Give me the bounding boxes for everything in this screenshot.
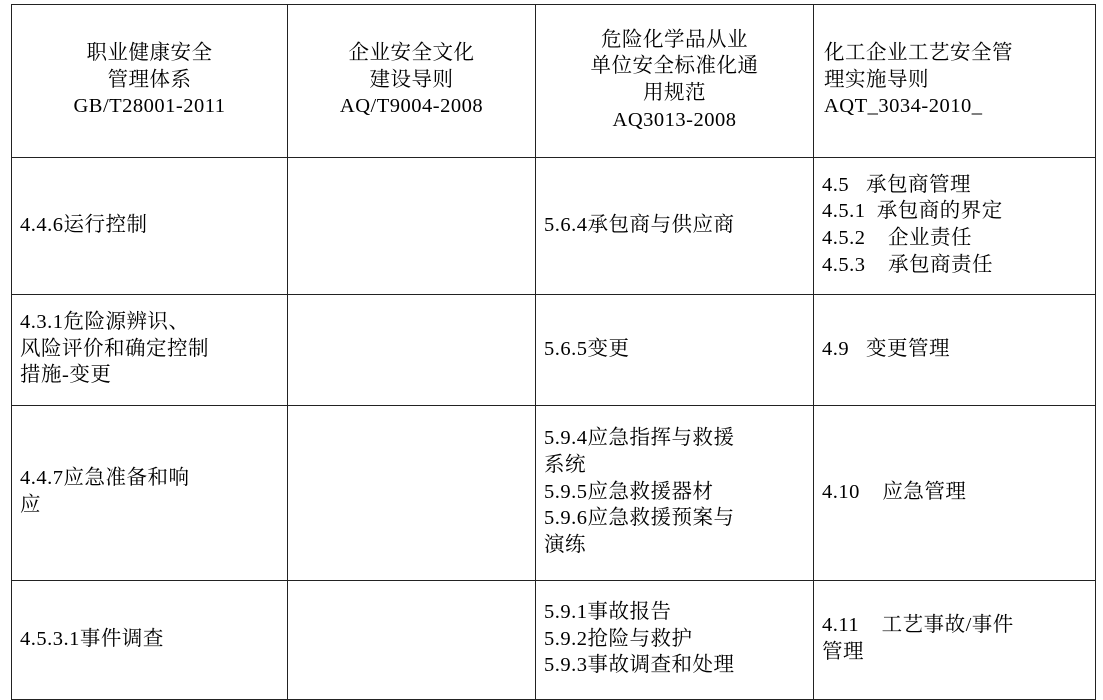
cell-line: 4.10 应急管理: [822, 480, 967, 503]
cell-line: 4.5.3.1事件调查: [20, 627, 164, 650]
cell-hazardous-chem: [536, 295, 814, 406]
cell-line: 4.11 工艺事故/事件: [822, 614, 1014, 637]
cell-line: 5.9.1事故报告: [544, 601, 672, 624]
column-header-line: 管理体系: [107, 68, 192, 91]
cell-line: 4.9 变更管理: [822, 337, 950, 360]
cell-line: 4.5.3 承包商责任: [822, 253, 993, 276]
cell-process-safety: [814, 158, 1096, 295]
cell-ohsms: [12, 295, 288, 406]
column-header-line: 化工企业工艺安全管: [824, 42, 1013, 65]
cell-hazardous-chem: [536, 581, 814, 700]
cell-ohsms: [12, 406, 288, 581]
cell-process-safety: [814, 406, 1096, 581]
cell-safety-culture: [288, 295, 536, 406]
column-header-line: AQ3013-2008: [612, 108, 737, 131]
cell-hazardous-chem: [536, 158, 814, 295]
cell-safety-culture: [288, 406, 536, 581]
cell-line: 5.9.4应急指挥与救援: [544, 427, 735, 450]
cell-ohsms: [12, 581, 288, 700]
column-header-line: 单位安全标准化通: [590, 55, 759, 78]
cell-line: 5.9.2抢险与救护: [544, 627, 693, 650]
column-header-ohsms: [12, 5, 288, 158]
table-row: [12, 406, 1096, 581]
cell-line: 5.9.5应急救援器材: [544, 480, 714, 503]
cell-hazardous-chem: [536, 406, 814, 581]
cell-line: 措施-变更: [20, 364, 112, 387]
cell-line: 4.4.7应急准备和响: [20, 467, 190, 490]
cell-process-safety: [814, 581, 1096, 700]
cell-line: 4.5.1 承包商的界定: [822, 200, 1003, 223]
table-header-row: [12, 5, 1096, 158]
column-header-safety-culture: [288, 5, 536, 158]
cell-line: 4.4.6运行控制: [20, 213, 148, 236]
cell-process-safety: [814, 295, 1096, 406]
cell-line: 系统: [544, 454, 586, 477]
cell-line: 5.9.6应急救援预案与: [544, 507, 735, 530]
table-row: [12, 295, 1096, 406]
column-header-line: 企业安全文化: [348, 42, 475, 65]
column-header-line: AQT_3034-2010_: [824, 95, 983, 118]
table-row: [12, 581, 1096, 700]
cell-ohsms: [12, 158, 288, 295]
column-header-line: GB/T28001-2011: [73, 95, 226, 118]
cell-line: 4.5 承包商管理: [822, 173, 971, 196]
cell-line: 4.3.1危险源辨识、: [20, 311, 190, 334]
column-header-line: 用规范: [643, 82, 706, 104]
cell-safety-culture: [288, 158, 536, 295]
column-header-hazardous-chem: [536, 5, 814, 158]
cell-line: 5.6.4承包商与供应商: [544, 213, 735, 236]
column-header-line: AQ/T9004-2008: [339, 95, 484, 118]
column-header-line: 职业健康安全: [86, 42, 213, 65]
column-header-line: 理实施导则: [824, 68, 929, 91]
cell-line: 演练: [544, 533, 586, 556]
cell-line: 应: [20, 494, 41, 516]
document-page: [0, 4, 1103, 677]
cell-line: 5.9.3事故调查和处理: [544, 654, 735, 677]
cell-line: 4.5.2 企业责任: [822, 227, 972, 249]
cell-line: 风险评价和确定控制: [20, 337, 209, 360]
column-header-line: 危险化学品从业: [601, 28, 748, 51]
cell-line: 5.6.5变更: [544, 337, 630, 360]
column-header-line: 建设导则: [369, 68, 454, 91]
table-row: [12, 158, 1096, 295]
cell-line: 管理: [822, 641, 864, 663]
column-header-process-safety: [814, 5, 1096, 158]
cell-safety-culture: [288, 581, 536, 700]
standards-comparison-table: [11, 4, 1096, 700]
